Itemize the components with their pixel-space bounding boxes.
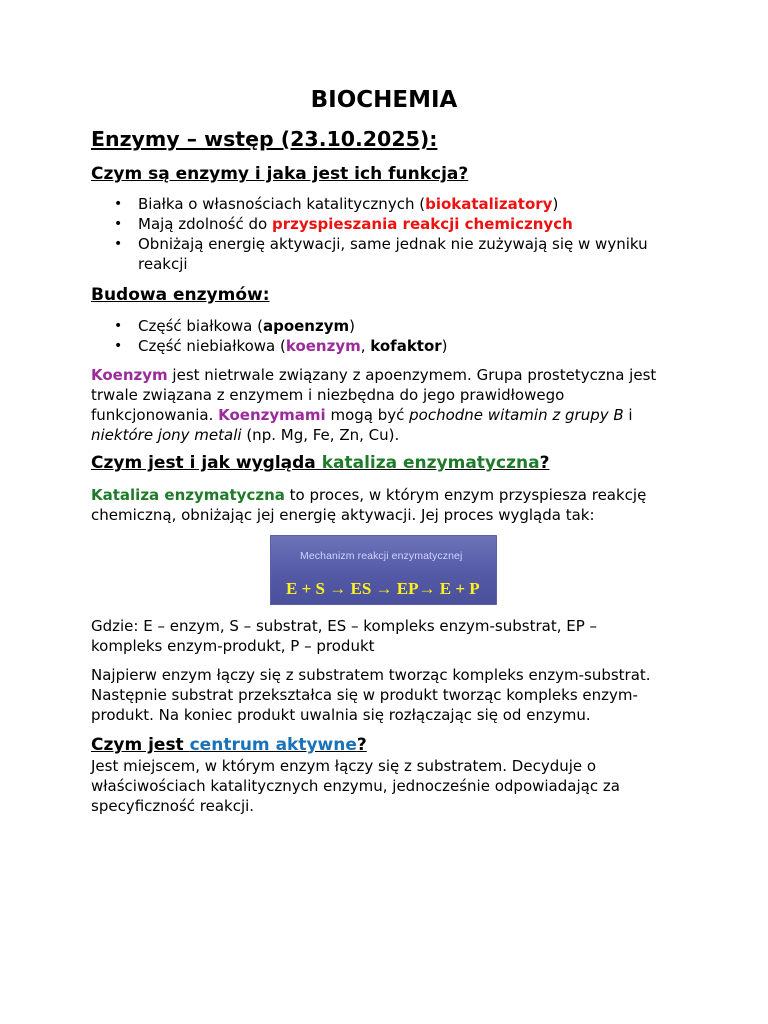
process-paragraph: Najpierw enzym łączy się z substratem tworząc kompleks enzym-substrat. Następnie substrat przekształca się w produkt tworząc kompleks enzym- produkt. Na koniec produkt uwalnia się rozłączając się od enzymu. — [91, 666, 651, 724]
section-heading-active-site: Czym jest centrum aktywne? — [91, 735, 367, 755]
list-item: • Obniżają energię aktywacji, same jednak nie zużywają się w wyniku reakcji — [114, 235, 648, 273]
koenzym-paragraph: Koenzym jest nietrwale związany z apoenzymem. Grupa prostetyczna jest trwale związana z enzymem i niezbędna do jego prawidłowego funkcjonowania. Koenzymami mogą być pochodne witamin z grupy B i niektóre jony metali (np. Mg, Fe, Zn, Cu). — [91, 366, 657, 444]
mechanism-equation: E + S → ES → EP→ E + P — [286, 579, 480, 598]
active-site-paragraph: Jest miejscem, w którym enzym łączy się z substratem. Decyduje o właściwościach katalitycznych enzymu, jednocześnie odpowiadając za specyficzność reakcji. — [91, 757, 620, 815]
bullet-icon: • — [114, 196, 123, 212]
function-list — [91, 194, 691, 274]
section-heading-catalysis: Czym jest i jak wygląda kataliza enzymatyczna? — [91, 453, 550, 473]
catalysis-paragraph: Kataliza enzymatyczna to proces, w którym enzym przyspiesza reakcję chemiczną, obniżając jej energię aktywacji. Jej proces wygląda tak: — [91, 486, 647, 524]
legend-paragraph: Gdzie: E – enzym, S – substrat, ES – kompleks enzym-substrat, EP – kompleks enzym-produkt, P – produkt — [91, 617, 598, 655]
main-heading: Enzymy – wstęp (23.10.2025): — [91, 127, 438, 151]
structure-list — [91, 316, 691, 356]
bullet-icon: • — [114, 338, 123, 354]
mechanism-image — [270, 535, 497, 605]
bullet-icon: • — [114, 236, 123, 252]
list-item: • Część niebiałkowa (koenzym, kofaktor) — [114, 337, 448, 355]
section-heading-function: Czym są enzymy i jaka jest ich funkcja? — [91, 164, 469, 184]
list-item: • Białka o własnościach katalitycznych (biokatalizatory) — [114, 195, 559, 213]
document-title: BIOCHEMIA — [310, 87, 458, 113]
bullet-icon: • — [114, 318, 123, 334]
list-item: • Część białkowa (apoenzym) — [114, 317, 355, 335]
highlight-biokatalizatory: biokatalizatory — [425, 195, 553, 213]
mechanism-caption: Mechanizm reakcji enzymatycznej — [300, 550, 463, 562]
bullet-icon: • — [114, 216, 123, 232]
highlight-przyspieszanie: przyspieszania reakcji chemicznych — [271, 215, 573, 233]
list-item: • Mają zdolność do przyspieszania reakcji chemicznych — [114, 215, 573, 233]
section-heading-structure: Budowa enzymów: — [91, 285, 270, 305]
